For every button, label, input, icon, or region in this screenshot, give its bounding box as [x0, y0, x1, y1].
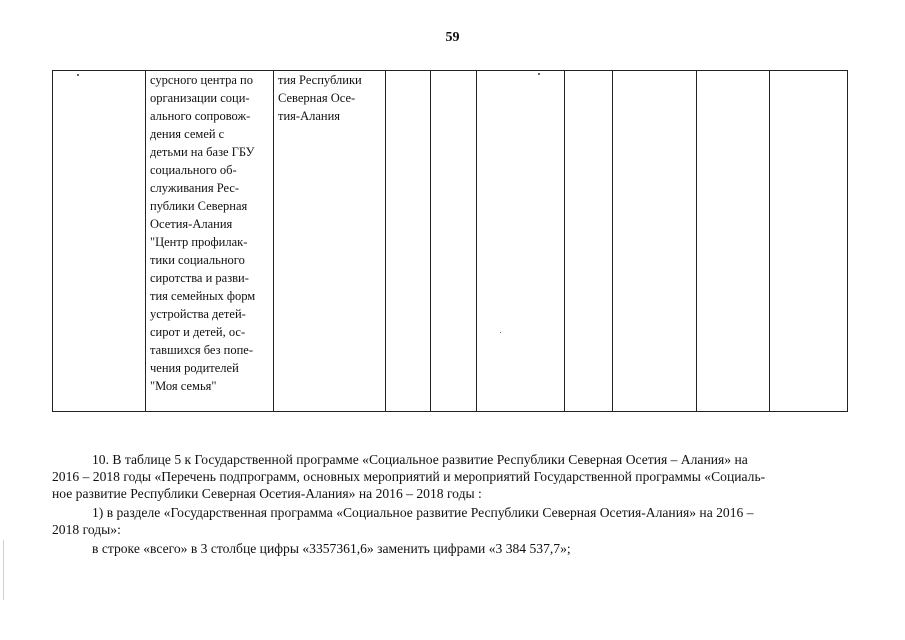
table-cell-col9	[697, 71, 770, 412]
cell-text-line: устройства детей-	[150, 307, 246, 321]
paragraph-10-line-1: 10. В таблице 5 к Государственной программе «Социальное развитие Республики Северная Осетия – Алания» на	[92, 452, 748, 467]
table-cell-executor	[274, 71, 386, 412]
cell-text-line: Осетия-Алания	[150, 217, 233, 231]
cell-text-line: тики социального	[150, 253, 245, 267]
paragraph-1-line-2: 2018 годы»:	[52, 522, 121, 537]
page-number: 59	[445, 30, 460, 45]
cell-text-line: "Центр профилак-	[150, 235, 248, 249]
cell-text-line: сиротства и разви-	[150, 271, 249, 285]
cell-text-line: служивания Рес-	[150, 181, 240, 195]
table-cell-col8	[613, 71, 697, 412]
paragraph-10-line-2: 2016 – 2018 годы «Перечень подпрограмм, основных мероприятий и мероприятий Государственной программы «Социаль-	[52, 469, 766, 484]
paragraph-replace-line: в строке «всего» в 3 столбце цифры «3357361,6» заменить цифрами «3 384 537,7»;	[92, 541, 571, 556]
table-cell-col6	[477, 71, 565, 412]
cell-text-line: детьми на базе ГБУ	[150, 145, 255, 159]
event-name-text	[146, 71, 273, 395]
cell-text-line: публики Северная	[150, 199, 248, 213]
cell-text-line: дения семей с	[150, 127, 225, 141]
cell-text-line: "Моя семья"	[150, 379, 217, 393]
cell-text-line: тия семейных форм	[150, 289, 256, 303]
executor-text	[274, 71, 385, 125]
scan-edge-mark	[3, 540, 4, 600]
cell-text-line: тавшихся без попе-	[150, 343, 253, 357]
cell-text-line: Северная Осе-	[278, 91, 356, 105]
table-row	[53, 71, 848, 412]
cell-text-line: сурсного центра по	[150, 73, 253, 87]
continuation-table	[52, 70, 848, 412]
cell-text-line: ального сопровож-	[150, 109, 251, 123]
paragraph-10-line-3: ное развитие Республики Северная Осетия-Алания» на 2016 – 2018 годы :	[52, 486, 482, 501]
table-cell-col7	[565, 71, 613, 412]
cell-text-line: тия-Алания	[278, 109, 341, 123]
cell-text-line: сирот и детей, ос-	[150, 325, 246, 339]
scan-speck	[500, 332, 501, 333]
cell-text-line: социального об-	[150, 163, 237, 177]
cell-text-line: организации соци-	[150, 91, 250, 105]
table-cell-col10	[770, 71, 848, 412]
scan-speck	[77, 74, 79, 76]
table-cell-col1	[53, 71, 146, 412]
cell-text-line: чения родителей	[150, 361, 239, 375]
table-cell-col5	[431, 71, 477, 412]
table-cell-event-name	[146, 71, 274, 412]
paragraph-1-line-1: 1) в разделе «Государственная программа «Социальное развитие Республики Северная Осетия-Алания» на 2016 –	[92, 505, 754, 520]
cell-text-line: тия Республики	[278, 73, 362, 87]
scan-speck	[538, 73, 540, 75]
table-cell-col4	[386, 71, 431, 412]
